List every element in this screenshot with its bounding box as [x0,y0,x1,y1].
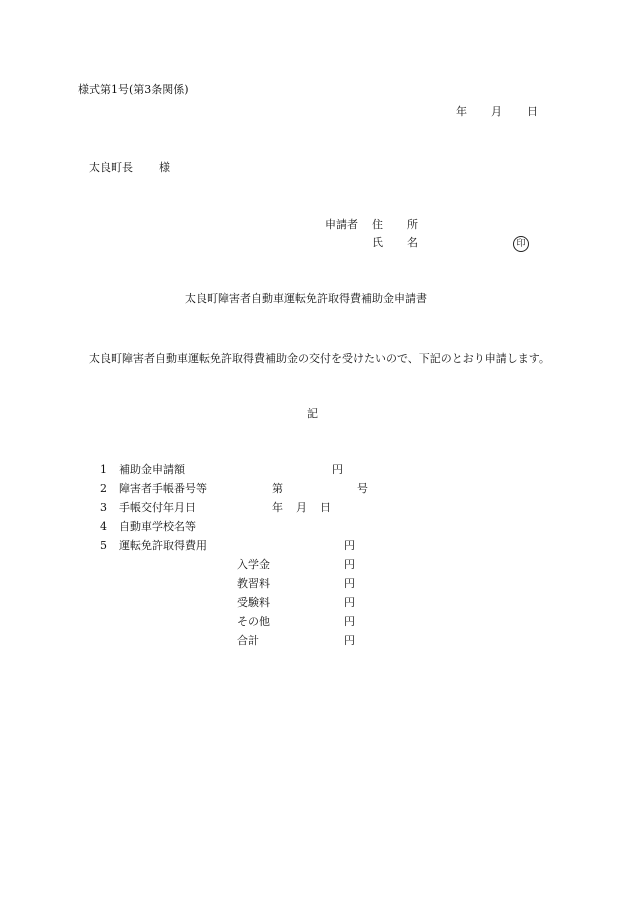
breakdown-unit: 円 [344,577,355,590]
item-label: 補助金申請額 [119,463,185,476]
address-label-char-2: 所 [407,218,418,231]
name-label-char-1: 氏 [372,236,383,249]
item-number: 3 [100,501,107,514]
breakdown-label: 受験料 [237,596,270,609]
addressee-honorific: 様 [159,161,170,174]
item-unit: 円 [344,539,355,552]
name-label-char-2: 名 [407,236,418,249]
ki-heading: 記 [307,407,318,420]
breakdown-label: 教習料 [237,577,270,590]
breakdown-unit: 円 [344,596,355,609]
date-year-label: 年 [456,105,467,118]
item-number: 5 [100,539,107,552]
breakdown-unit: 円 [344,558,355,571]
item-unit: 号 [357,482,368,495]
breakdown-unit: 円 [344,634,355,647]
item-label: 自動車学校名等 [119,520,196,533]
applicant-label: 申請者 [325,218,358,231]
item-number: 2 [100,482,107,495]
item-prefix: 第 [272,482,283,495]
date-day-label: 日 [527,105,538,118]
item-label: 運転免許取得費用 [119,539,207,552]
breakdown-label: その他 [237,615,270,628]
item-number: 4 [100,520,107,533]
document-title: 太良町障害者自動車運転免許取得費補助金申請書 [185,292,427,305]
application-statement: 太良町障害者自動車運転免許取得費補助金の交付を受けたいので、下記のとおり申請します。 [89,352,550,365]
item-month-label: 月 [296,501,307,514]
item-label: 障害者手帳番号等 [119,482,207,495]
item-unit: 円 [332,463,343,476]
form-number: 様式第1号(第3条関係) [78,83,189,96]
item-day-label: 日 [320,501,331,514]
addressee-name: 太良町長 [89,161,133,174]
seal-mark: 印 [513,236,529,252]
item-year-label: 年 [272,501,283,514]
breakdown-unit: 円 [344,615,355,628]
breakdown-label: 合計 [237,634,259,647]
date-month-label: 月 [491,105,502,118]
breakdown-label: 入学金 [237,558,270,571]
item-label: 手帳交付年月日 [119,501,196,514]
address-label-char-1: 住 [372,218,383,231]
item-number: 1 [100,463,107,476]
